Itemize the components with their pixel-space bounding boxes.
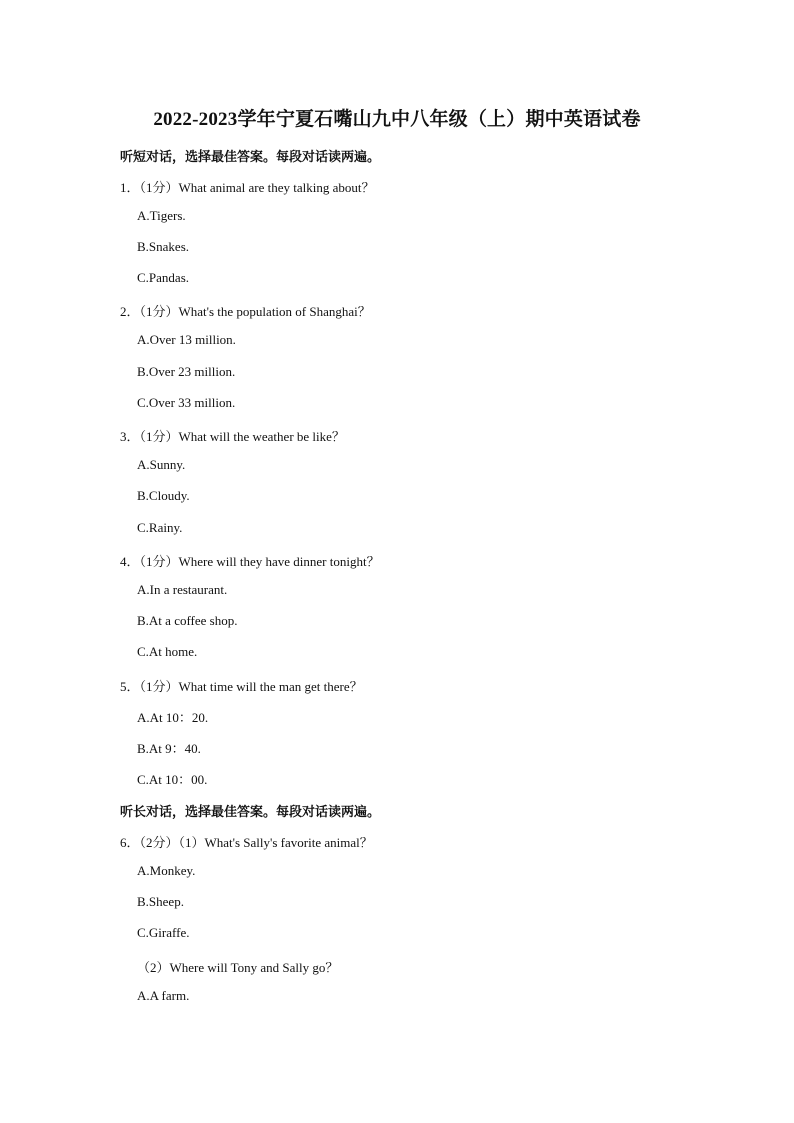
question-6-option-c: C.Giraffe. <box>137 925 190 940</box>
question-5-option-b: B.At 9：40. <box>137 741 201 756</box>
question-6-stem: 6．（2分）（1）What's Sally's favorite animal？ <box>120 835 373 850</box>
question-5-option-a: A.At 10：20. <box>137 710 209 725</box>
page-title: 2022-2023学年宁夏石嘴山九中八年级（上）期中英语试卷 <box>153 109 641 130</box>
question-4-stem: 4．（1分）Where will they have dinner tonight？ <box>120 554 380 569</box>
question-1-option-a: A.Tigers. <box>137 208 186 223</box>
question-4-option-b: B.At a coffee shop. <box>137 613 238 628</box>
question-2-option-a: A.Over 13 million. <box>137 332 236 347</box>
question-4-option-a: A.In a restaurant. <box>137 582 228 597</box>
question-4-option-c: C.At home. <box>137 644 198 659</box>
question-6-option-b: B.Sheep. <box>137 894 184 909</box>
section-heading-long-dialogues: 听长对话，选择最佳答案。每段对话读两遍。 <box>120 804 381 819</box>
question-1-option-b: B.Snakes. <box>137 239 189 254</box>
question-5-stem: 5．（1分）What time will the man get there？ <box>120 679 363 694</box>
question-3-option-c: C.Rainy. <box>137 520 183 535</box>
question-1-option-c: C.Pandas. <box>137 270 189 285</box>
section-heading-short-dialogues: 听短对话，选择最佳答案。每段对话读两遍。 <box>120 149 381 164</box>
question-6-option-a: A.Monkey. <box>137 863 196 878</box>
question-2-option-b: B.Over 23 million. <box>137 364 236 379</box>
question-3-option-a: A.Sunny. <box>137 457 186 472</box>
question-1-stem: 1．（1分）What animal are they talking about？ <box>120 180 375 195</box>
question-6-sub-option-a: A.A farm. <box>137 988 190 1003</box>
question-6-sub-stem: （2）Where will Tony and Sally go？ <box>137 960 339 975</box>
question-2-stem: 2．（1分）What's the population of Shanghai？ <box>120 304 371 319</box>
question-5-option-c: C.At 10：00. <box>137 772 208 787</box>
question-3-option-b: B.Cloudy. <box>137 488 190 503</box>
question-3-stem: 3．（1分）What will the weather be like？ <box>120 429 345 444</box>
question-2-option-c: C.Over 33 million. <box>137 395 236 410</box>
